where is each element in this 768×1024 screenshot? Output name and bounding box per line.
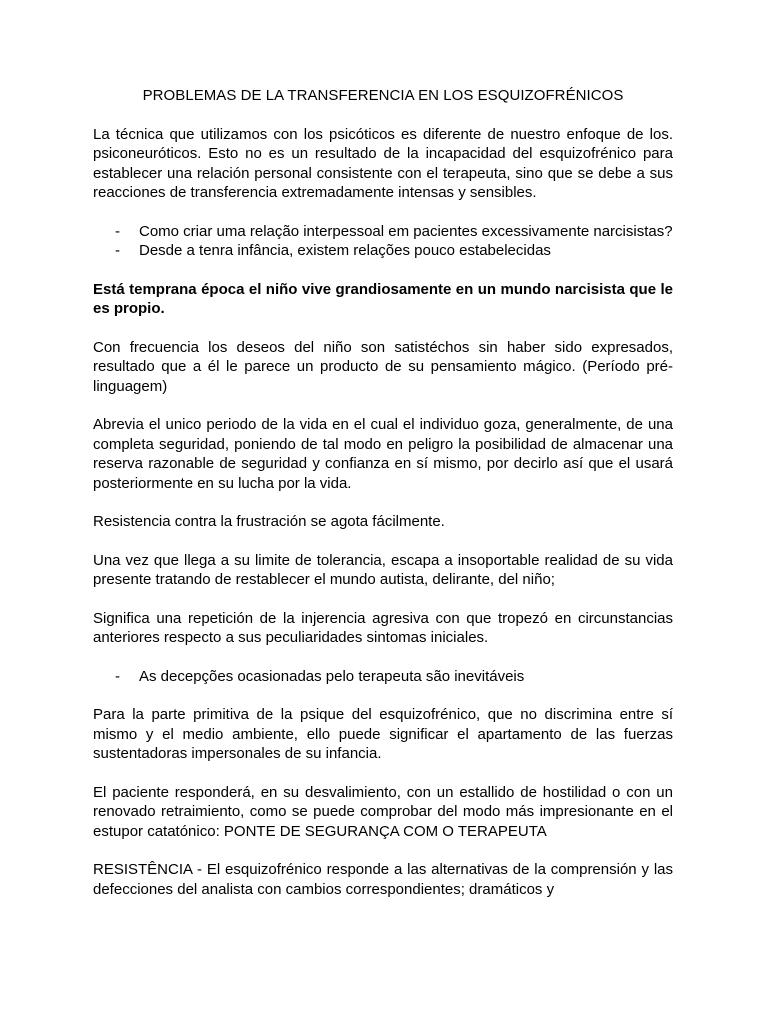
dash-bullet: -: [115, 242, 120, 259]
paragraph-frustration: Resistencia contra la frustración se agota fácilmente.: [93, 513, 445, 530]
document-page: [93, 86, 673, 918]
paragraph-transference-technique: La técnica que utilizamos con los psicóticos es diferente de nuestro enfoque de los. psiconeuróticos. Esto no es un resultado de la incapacidad del esquizofrénico para establecer una relación personal consistente con el terapeuta, sino que se debe a sus reacciones de transferencia extremadamente intensas y sensibles.: [93, 125, 673, 201]
document-title: PROBLEMAS DE LA TRANSFERENCIA EN LOS ESQUIZOFRÉNICOS: [142, 87, 624, 104]
list-item: [93, 667, 673, 687]
dash-bullet: -: [115, 222, 120, 240]
paragraph-aggressive-repetition: Significa una repetición de la injerencia agresiva con que tropezó en circunstancias anteriores respecto a sus peculiaridades sintomas iniciales.: [93, 609, 673, 646]
dash-list-1: [93, 222, 673, 261]
dash-list-2: [93, 667, 673, 687]
paragraph-primitive-psyche: Para la parte primitiva de la psique del esquizofrénico, que no discrimina entre sí mismo y el medio ambiente, ello puede significar el apartamento de las fuerzas sustentadoras impersonales de su infancia.: [93, 706, 673, 762]
list-item: [93, 241, 673, 261]
list-item: [93, 222, 673, 242]
dash-bullet: -: [115, 667, 120, 685]
bold-paragraph-narcissistic-world: Está temprana época el niño vive grandiosamente en un mundo narcisista que le es propio.: [93, 280, 673, 317]
list-item-text: As decepções ocasionadas pelo terapeuta são inevitáveis: [139, 667, 525, 685]
paragraph-magical-thinking: Con frecuencia los deseos del niño son satistéchos sin haber sido expresados, resultado que a él le parece un producto de su pensamiento mágico. (Período pré-linguagem): [93, 338, 673, 395]
paragraph-patient-response: El paciente responderá, en su desvalimiento, con un estallido de hostilidad o con un renovado retraimiento, como se puede comprobar del modo más impresionante en el estupor catatónico: PONTE DE SEGURANÇA COM O TERAPEUTA: [93, 783, 673, 840]
list-item-text: Desde a tenra infância, existem relações pouco estabelecidas: [139, 242, 551, 259]
paragraph-tolerance-limit: Una vez que llega a su limite de tolerancia, escapa a insoportable realidad de su vida presente tratando de restablecer el mundo autista, delirante, del niño;: [93, 551, 673, 588]
paragraph-security-period: Abrevia el unico periodo de la vida en el cual el individuo goza, generalmente, de una completa seguridad, poniendo de tal modo en peligro la posibilidad de almacenar una reserva razonable de seguridad y confianza en sí mismo, por decirlo así que el usará posteriormente en su lucha por la vida.: [93, 416, 673, 492]
paragraph-resistance: RESISTÊNCIA - El esquizofrénico responde a las alternativas de la comprensión y las defecciones del analista con cambios correspondientes; dramáticos y: [93, 861, 673, 898]
list-item-text: Como criar uma relação interpessoal em pacientes excessivamente narcisistas?: [139, 222, 673, 240]
